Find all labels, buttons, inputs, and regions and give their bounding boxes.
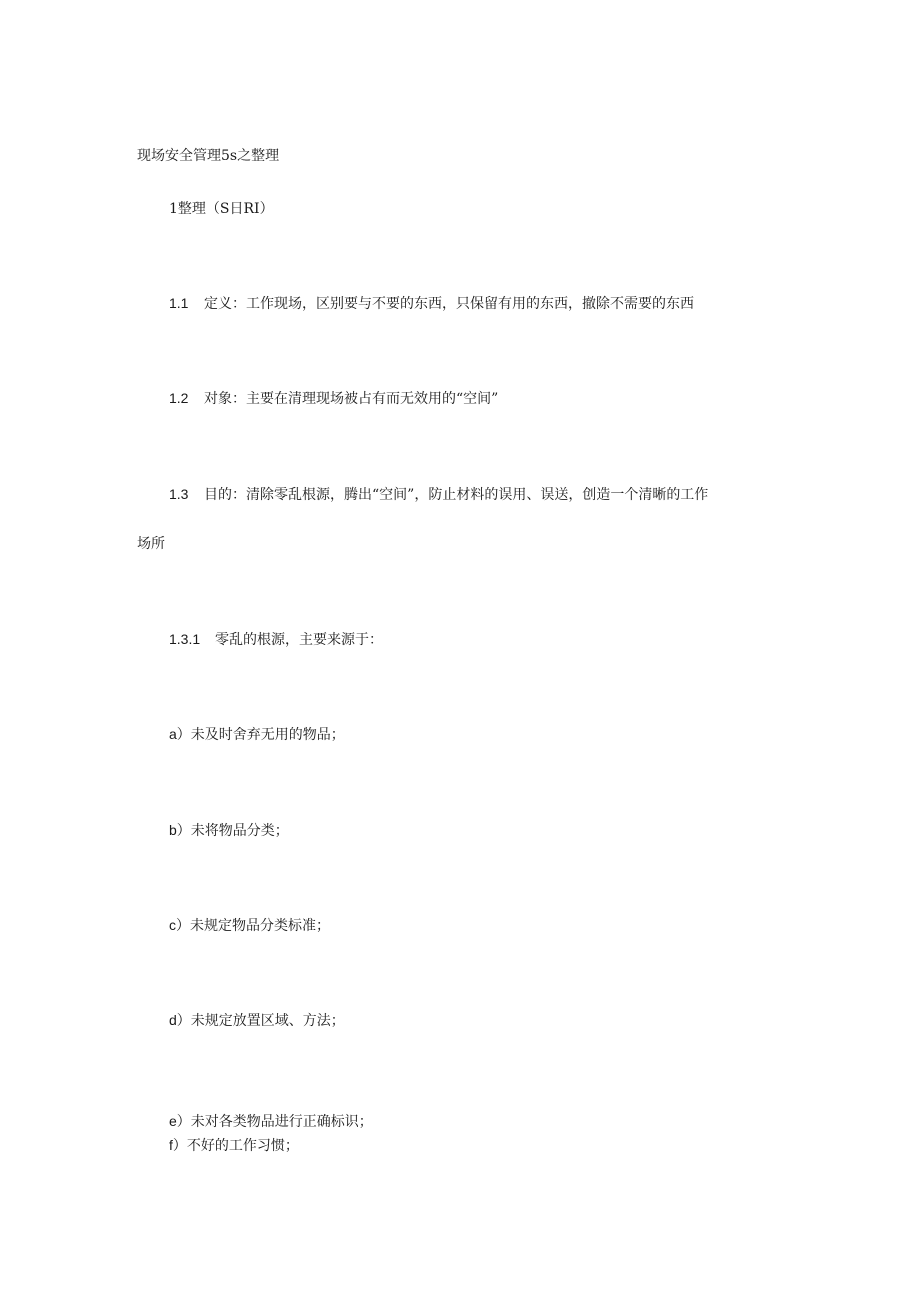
list-marker: e）: [169, 1113, 191, 1129]
section-number: 1.3.1: [169, 631, 201, 647]
list-item-text: 未及时舍弃无用的物品；: [190, 727, 345, 743]
section-text: 零乱的根源，主要来源于：: [215, 632, 383, 648]
section-number: 1.3: [169, 486, 189, 502]
section-number: 1.1: [169, 295, 189, 311]
list-marker: c）: [169, 917, 190, 933]
section-1-3-1: [169, 630, 383, 649]
list-item-text: 未规定放置区域、方法；: [190, 1013, 345, 1029]
list-item-text: 未将物品分类；: [190, 823, 289, 839]
list-item-text: 未规定物品分类标准；: [190, 918, 330, 934]
section-text: 定义：工作现场，区别要与不要的东西，只保留有用的东西，撤除不需要的东西: [204, 296, 694, 312]
list-item: [169, 916, 330, 935]
section-1-3: [169, 485, 708, 504]
section-heading: 1整理（S日RI）: [169, 201, 274, 217]
list-item: [169, 1136, 299, 1155]
list-item: [169, 1011, 345, 1030]
list-marker: f）: [169, 1137, 187, 1153]
document-title: 现场安全管理5s之整理: [137, 148, 280, 164]
list-marker: d）: [169, 1012, 191, 1028]
section-1-2: [169, 389, 498, 408]
list-item-text: 未对各类物品进行正确标识；: [190, 1114, 373, 1130]
list-item: [169, 821, 289, 840]
list-marker: b）: [169, 822, 191, 838]
section-text: 目的：清除零乱根源，腾出“空间”，防止材料的误用、误送，创造一个清晰的工作: [204, 487, 709, 503]
list-item: [169, 1112, 373, 1131]
list-marker: a）: [169, 726, 191, 742]
list-item-text: 不好的工作习惯；: [186, 1138, 299, 1154]
section-1-1: [169, 294, 694, 313]
list-item: [169, 725, 345, 744]
section-text: 对象：主要在清理现场被占有而无效用的“空间”: [204, 391, 499, 407]
section-1-3-continuation: 场所: [137, 536, 165, 552]
section-number: 1.2: [169, 390, 189, 406]
